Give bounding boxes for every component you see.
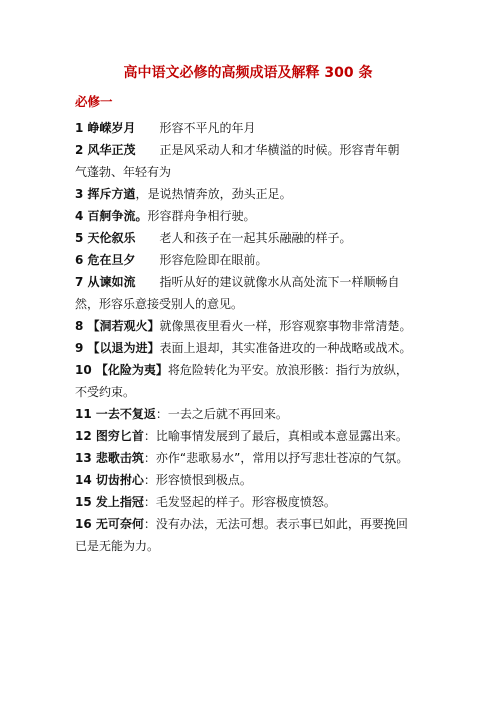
idiom-definition: 指听从好的建议就像水从高处流下一样顺畅自 <box>159 275 400 289</box>
idiom-term: 切齿拊心 <box>95 473 144 487</box>
idiom-entry <box>75 403 427 425</box>
entry-number: 10 <box>75 363 96 377</box>
idiom-list <box>75 117 427 557</box>
idiom-entry <box>75 183 427 205</box>
idiom-definition: 比喻事情发展到了最后，真相或本意显露出来。 <box>155 429 408 443</box>
idiom-entry <box>75 469 427 491</box>
idiom-definition: 就像黑夜里看火一样，形容观察事物非常清楚。 <box>159 319 412 333</box>
idiom-entry <box>75 227 427 249</box>
idiom-definition: 表面上退却，其实准备进攻的一种战略或战术。 <box>159 341 412 355</box>
entry-number: 11 <box>75 407 96 421</box>
idiom-definition: 将危险转化为平安。放浪形骸：指行为放纵， <box>167 363 408 377</box>
idiom-definition: 不受约束。 <box>75 385 136 399</box>
idiom-term: 发上指冠 <box>95 495 144 509</box>
idiom-entry <box>75 249 427 271</box>
idiom-definition: 毛发竖起的样子。形容极度愤怒。 <box>155 495 336 509</box>
entry-number: 15 <box>75 495 96 509</box>
idiom-definition: 形容群舟争相行驶。 <box>147 209 256 223</box>
idiom-entry-continuation <box>75 381 427 403</box>
idiom-definition: 形容不平凡的年月 <box>159 121 256 135</box>
idiom-entry <box>75 117 427 139</box>
term-separator: ： <box>143 473 156 487</box>
term-separator: ： <box>155 407 168 421</box>
entry-number: 1 <box>75 121 88 135</box>
idiom-term: 悲歌击筑 <box>95 451 144 465</box>
idiom-term: 风华正茂 <box>87 143 136 157</box>
document-title: 高中语文必修的高频成语及解释 300 条 <box>123 65 373 81</box>
idiom-entry-continuation <box>75 535 427 557</box>
idiom-definition: 然，形容乐意接受别人的意见。 <box>75 297 244 311</box>
idiom-entry <box>75 315 427 337</box>
section-heading: 必修一 <box>75 94 113 109</box>
idiom-term: 图穷匕首 <box>95 429 144 443</box>
term-separator: ： <box>143 429 156 443</box>
entry-number: 5 <box>75 231 88 245</box>
idiom-definition: 正是风采动人和才华横溢的时候。形容青年朝 <box>159 143 400 157</box>
idiom-definition: 形容危险即在眼前。 <box>159 253 268 267</box>
idiom-term: 挥斥方遒 <box>87 187 136 201</box>
idiom-entry <box>75 447 427 469</box>
term-separator: ： <box>143 495 156 509</box>
idiom-term: 一去不复返 <box>95 407 156 421</box>
idiom-definition: 老人和孩子在一起其乐融融的样子。 <box>159 231 352 245</box>
entry-number: 7 <box>75 275 88 289</box>
idiom-entry-continuation <box>75 293 427 315</box>
idiom-definition: 亦作“悲歌易水”，常用以抒写悲壮苍凉的气氛。 <box>155 451 409 465</box>
idiom-entry <box>75 513 427 535</box>
idiom-term: 峥嵘岁月 <box>87 121 136 135</box>
entry-number: 8 <box>75 319 88 333</box>
idiom-entry <box>75 359 427 381</box>
idiom-definition: 已是无能为力。 <box>75 539 160 553</box>
idiom-entry <box>75 205 427 227</box>
idiom-definition: 形容愤恨到极点。 <box>155 473 252 487</box>
idiom-term: 【化险为夷】 <box>95 363 168 377</box>
idiom-entry <box>75 271 427 293</box>
idiom-definition: 没有办法，无法可想。表示事已如此，再要挽回 <box>155 517 408 531</box>
entry-number: 14 <box>75 473 96 487</box>
idiom-entry <box>75 337 427 359</box>
idiom-term: 无可奈何 <box>95 517 144 531</box>
entry-number: 13 <box>75 451 96 465</box>
idiom-term: 【洞若观火】 <box>87 319 160 333</box>
idiom-entry <box>75 491 427 513</box>
idiom-term: 百舸争流。 <box>87 209 148 223</box>
entry-number: 4 <box>75 209 88 223</box>
term-separator: ： <box>143 451 156 465</box>
idiom-term: 从谏如流 <box>87 275 136 289</box>
term-separator: ， <box>135 187 148 201</box>
idiom-entry-continuation <box>75 161 427 183</box>
entry-number: 2 <box>75 143 88 157</box>
entry-number: 3 <box>75 187 88 201</box>
term-separator: ： <box>143 517 156 531</box>
entry-number: 12 <box>75 429 96 443</box>
idiom-term: 【以退为进】 <box>87 341 160 355</box>
entry-number: 16 <box>75 517 96 531</box>
idiom-term: 天伦叙乐 <box>87 231 136 245</box>
idiom-definition: 气蓬勃、年轻有为 <box>75 165 172 179</box>
entry-number: 6 <box>75 253 88 267</box>
idiom-entry <box>75 425 427 447</box>
idiom-entry <box>75 139 427 161</box>
entry-number: 9 <box>75 341 88 355</box>
idiom-definition: 是说热情奔放，劲头正足。 <box>147 187 292 201</box>
idiom-term: 危在旦夕 <box>87 253 136 267</box>
idiom-definition: 一去之后就不再回来。 <box>167 407 288 421</box>
